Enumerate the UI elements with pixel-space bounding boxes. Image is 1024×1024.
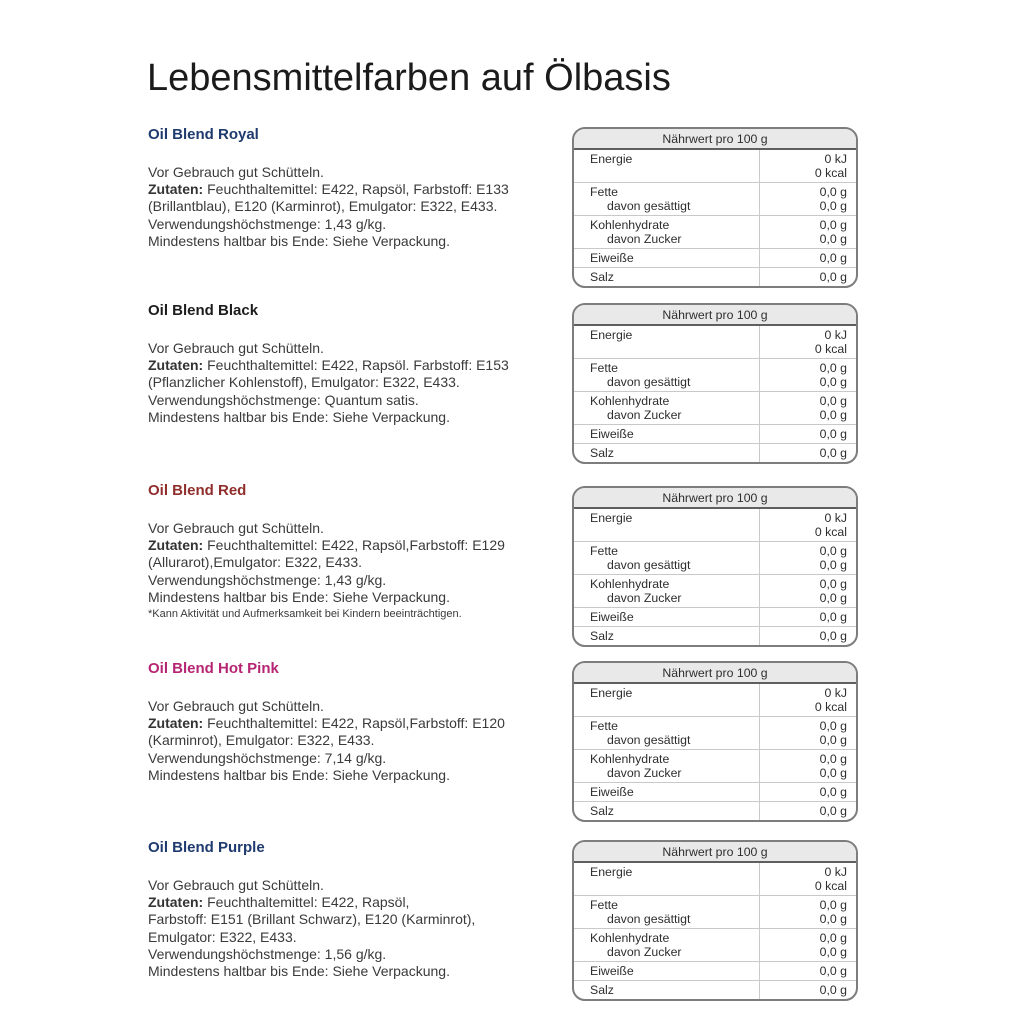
nutrition-value: 0 kJ (824, 152, 847, 166)
nutrition-label-cell (574, 627, 760, 645)
nutrition-value-cell (760, 627, 856, 645)
ingredients-line (148, 181, 543, 198)
product-description (148, 520, 543, 621)
nutrition-label-cell (574, 150, 760, 182)
nutrition-label-cell (574, 783, 760, 801)
nutrition-value-cell (760, 684, 856, 716)
nutrition-value: 0,0 g (819, 558, 847, 572)
product-description (148, 164, 543, 250)
nutrition-value-cell (760, 929, 856, 961)
nutrition-table-header: Nährwert pro 100 g (574, 129, 856, 150)
nutrition-row-kohlenhydrate (574, 929, 856, 962)
best-before-line: Mindestens haltbar bis Ende: Siehe Verpackung. (148, 588, 450, 605)
nutrition-table-header: Nährwert pro 100 g (574, 842, 856, 863)
nutrition-value: 0,0 g (819, 446, 847, 460)
nutrition-row-energie (574, 509, 856, 542)
nutrition-value-cell (760, 268, 856, 286)
nutrition-value-cell (760, 608, 856, 626)
nutrition-label-cell (574, 268, 760, 286)
nutrition-label-cell (574, 392, 760, 424)
nutrition-value-cell (760, 863, 856, 895)
nutrition-table (572, 127, 858, 288)
nutrition-value-cell (760, 717, 856, 749)
nutrition-value: 0 kcal (814, 342, 847, 356)
product-text-column (148, 482, 543, 621)
nutrition-value: 0,0 g (819, 610, 847, 624)
ingredients-cont-line: (Karminrot), Emulgator: E322, E433. (148, 732, 375, 749)
ingredients-text: Feuchthaltemittel: E422, Rapsöl, Farbstoff: E133 (203, 181, 509, 198)
ingredients-text: Feuchthaltemittel: E422, Rapsöl, (203, 894, 410, 911)
product-text-column (148, 839, 543, 980)
nutrition-label: Energie (590, 686, 633, 700)
nutrition-label: Energie (590, 328, 633, 342)
child-warning-note: *Kann Aktivität und Aufmerksamkeit bei Kindern beeinträchtigen. (148, 608, 462, 621)
nutrition-row-salz (574, 268, 856, 286)
product-text-column (148, 126, 543, 250)
nutrition-row-salz (574, 444, 856, 462)
nutrition-row-fette (574, 542, 856, 575)
nutrition-sublabel: davon Zucker (607, 766, 682, 780)
nutrition-label-cell (574, 575, 760, 607)
nutrition-value: 0,0 g (819, 577, 847, 591)
nutrition-label-cell (574, 425, 760, 443)
nutrition-table-slot (572, 127, 858, 288)
nutrition-label-cell (574, 216, 760, 248)
nutrition-table-slot (572, 661, 858, 822)
nutrition-value-cell (760, 392, 856, 424)
product-title: Oil Blend Royal (148, 126, 259, 143)
ingredients-label: Zutaten: (148, 181, 204, 198)
shake-instruction: Vor Gebrauch gut Schütteln. (148, 698, 324, 714)
nutrition-label-cell (574, 981, 760, 999)
shake-instruction: Vor Gebrauch gut Schütteln. (148, 877, 324, 893)
nutrition-row-fette (574, 359, 856, 392)
nutrition-row-energie (574, 326, 856, 359)
usage-limit-line: Verwendungshöchstmenge: 1,43 g/kg. (148, 571, 387, 588)
nutrition-value: 0,0 g (819, 270, 847, 284)
nutrition-value: 0,0 g (819, 898, 847, 912)
nutrition-label: Kohlenhydrate (590, 752, 670, 766)
nutrition-value-cell (760, 575, 856, 607)
ingredients-cont-line: (Allurarot),Emulgator: E322, E433. (148, 554, 362, 571)
nutrition-value: 0,0 g (819, 785, 847, 799)
nutrition-row-energie (574, 150, 856, 183)
nutrition-label-cell (574, 509, 760, 541)
nutrition-label: Fette (590, 544, 619, 558)
nutrition-value: 0,0 g (819, 544, 847, 558)
nutrition-table-slot (572, 303, 858, 464)
product-description (148, 340, 543, 426)
ingredients-cont-line: (Brillantblau), E120 (Karminrot), Emulgator: E322, E433. (148, 198, 498, 215)
nutrition-row-kohlenhydrate (574, 750, 856, 783)
nutrition-sublabel: davon gesättigt (607, 733, 691, 747)
nutrition-value: 0,0 g (819, 983, 847, 997)
nutrition-value: 0,0 g (819, 394, 847, 408)
nutrition-label: Energie (590, 865, 633, 879)
nutrition-label: Eiweiße (590, 785, 634, 799)
ingredients-line (148, 715, 543, 732)
ingredients-label: Zutaten: (148, 715, 204, 732)
ingredients-text: Feuchthaltemittel: E422, Rapsöl,Farbstoff: E129 (203, 537, 505, 554)
nutrition-value: 0,0 g (819, 752, 847, 766)
nutrition-label: Energie (590, 152, 633, 166)
nutrition-value: 0,0 g (819, 912, 847, 926)
nutrition-row-salz (574, 802, 856, 820)
nutrition-label-cell (574, 717, 760, 749)
ingredients-cont-line: (Pflanzlicher Kohlenstoff), Emulgator: E322, E433. (148, 374, 460, 391)
nutrition-label: Fette (590, 898, 619, 912)
nutrition-label: Eiweiße (590, 610, 634, 624)
usage-limit-line: Verwendungshöchstmenge: 1,43 g/kg. (148, 215, 387, 232)
nutrition-table-slot (572, 486, 858, 647)
nutrition-value-cell (760, 962, 856, 980)
nutrition-value-cell (760, 542, 856, 574)
nutrition-value-cell (760, 444, 856, 462)
nutrition-value: 0,0 g (819, 408, 847, 422)
nutrition-label: Kohlenhydrate (590, 931, 670, 945)
nutrition-label: Eiweiße (590, 427, 634, 441)
product-title: Oil Blend Hot Pink (148, 660, 279, 677)
nutrition-value: 0 kcal (814, 700, 847, 714)
nutrition-label-cell (574, 896, 760, 928)
nutrition-value: 0 kcal (814, 879, 847, 893)
nutrition-label: Kohlenhydrate (590, 577, 670, 591)
nutrition-value: 0,0 g (819, 719, 847, 733)
nutrition-row-salz (574, 981, 856, 999)
nutrition-label: Kohlenhydrate (590, 218, 670, 232)
nutrition-value: 0 kcal (814, 525, 847, 539)
ingredients-label: Zutaten: (148, 537, 204, 554)
nutrition-row-eiweisse (574, 608, 856, 627)
nutrition-row-eiweisse (574, 962, 856, 981)
nutrition-value: 0,0 g (819, 375, 847, 389)
nutrition-sublabel: davon Zucker (607, 591, 682, 605)
nutrition-table (572, 661, 858, 822)
nutrition-value: 0,0 g (819, 964, 847, 978)
nutrition-value-cell (760, 750, 856, 782)
nutrition-table (572, 486, 858, 647)
nutrition-label-cell (574, 444, 760, 462)
nutrition-label-cell (574, 962, 760, 980)
nutrition-value-cell (760, 783, 856, 801)
product-text-column (148, 660, 543, 784)
nutrition-sublabel: davon gesättigt (607, 912, 691, 926)
ingredients-cont-line: Farbstoff: E151 (Brillant Schwarz), E120 (Karminrot), (148, 911, 476, 928)
nutrition-label-cell (574, 684, 760, 716)
best-before-line: Mindestens haltbar bis Ende: Siehe Verpackung. (148, 232, 450, 249)
ingredients-cont-line: Emulgator: E322, E433. (148, 928, 297, 945)
nutrition-table-slot (572, 840, 858, 1001)
nutrition-value-cell (760, 216, 856, 248)
ingredients-text: Feuchthaltemittel: E422, Rapsöl,Farbstoff: E120 (203, 715, 505, 732)
page-title: Lebensmittelfarben auf Ölbasis (147, 57, 671, 99)
nutrition-value-cell (760, 326, 856, 358)
nutrition-label: Salz (590, 629, 614, 643)
nutrition-label-cell (574, 542, 760, 574)
product-description (148, 877, 543, 980)
nutrition-label: Fette (590, 361, 619, 375)
shake-instruction: Vor Gebrauch gut Schütteln. (148, 340, 324, 356)
nutrition-table-header: Nährwert pro 100 g (574, 663, 856, 684)
usage-limit-line: Verwendungshöchstmenge: 1,56 g/kg. (148, 945, 387, 962)
nutrition-label: Salz (590, 446, 614, 460)
nutrition-row-energie (574, 863, 856, 896)
nutrition-value: 0,0 g (819, 945, 847, 959)
nutrition-value-cell (760, 981, 856, 999)
nutrition-value: 0 kJ (824, 686, 847, 700)
nutrition-value: 0 kJ (824, 511, 847, 525)
nutrition-sublabel: davon Zucker (607, 408, 682, 422)
nutrition-label: Eiweiße (590, 251, 634, 265)
nutrition-label: Salz (590, 804, 614, 818)
product-title: Oil Blend Purple (148, 839, 265, 856)
nutrition-sublabel: davon Zucker (607, 945, 682, 959)
nutrition-label-cell (574, 326, 760, 358)
nutrition-sublabel: davon gesättigt (607, 199, 691, 213)
ingredients-label: Zutaten: (148, 357, 204, 374)
nutrition-row-salz (574, 627, 856, 645)
ingredients-line (148, 894, 543, 911)
nutrition-sublabel: davon Zucker (607, 232, 682, 246)
usage-limit-line: Verwendungshöchstmenge: 7,14 g/kg. (148, 749, 387, 766)
ingredients-label: Zutaten: (148, 894, 204, 911)
nutrition-label-cell (574, 863, 760, 895)
usage-limit-line: Verwendungshöchstmenge: Quantum satis. (148, 391, 419, 408)
nutrition-label-cell (574, 750, 760, 782)
product-text-column (148, 302, 543, 426)
nutrition-value: 0,0 g (819, 629, 847, 643)
nutrition-value: 0,0 g (819, 766, 847, 780)
nutrition-value: 0,0 g (819, 591, 847, 605)
nutrition-table (572, 840, 858, 1001)
nutrition-label-cell (574, 608, 760, 626)
nutrition-value: 0,0 g (819, 733, 847, 747)
best-before-line: Mindestens haltbar bis Ende: Siehe Verpackung. (148, 963, 450, 980)
nutrition-value-cell (760, 150, 856, 182)
product-title: Oil Blend Black (148, 302, 259, 319)
nutrition-value: 0,0 g (819, 251, 847, 265)
nutrition-row-fette (574, 183, 856, 216)
nutrition-table (572, 303, 858, 464)
nutrition-row-energie (574, 684, 856, 717)
nutrition-row-eiweisse (574, 783, 856, 802)
nutrition-row-eiweisse (574, 249, 856, 268)
nutrition-table-header: Nährwert pro 100 g (574, 305, 856, 326)
nutrition-label-cell (574, 359, 760, 391)
nutrition-row-kohlenhydrate (574, 392, 856, 425)
product-description (148, 698, 543, 784)
ingredients-text: Feuchthaltemittel: E422, Rapsöl. Farbstoff: E153 (203, 357, 509, 374)
nutrition-label-cell (574, 802, 760, 820)
nutrition-value-cell (760, 183, 856, 215)
shake-instruction: Vor Gebrauch gut Schütteln. (148, 164, 324, 180)
nutrition-value: 0,0 g (819, 931, 847, 945)
nutrition-value: 0 kJ (824, 328, 847, 342)
nutrition-value-cell (760, 896, 856, 928)
nutrition-value: 0,0 g (819, 218, 847, 232)
nutrition-value-cell (760, 509, 856, 541)
nutrition-label: Energie (590, 511, 633, 525)
best-before-line: Mindestens haltbar bis Ende: Siehe Verpackung. (148, 408, 450, 425)
best-before-line: Mindestens haltbar bis Ende: Siehe Verpackung. (148, 766, 450, 783)
nutrition-value-cell (760, 802, 856, 820)
nutrition-row-fette (574, 896, 856, 929)
nutrition-label: Fette (590, 719, 619, 733)
ingredients-line (148, 537, 543, 554)
nutrition-value: 0,0 g (819, 361, 847, 375)
nutrition-value-cell (760, 359, 856, 391)
nutrition-value: 0,0 g (819, 232, 847, 246)
nutrition-label-cell (574, 929, 760, 961)
nutrition-label-cell (574, 249, 760, 267)
shake-instruction: Vor Gebrauch gut Schütteln. (148, 520, 324, 536)
nutrition-label: Kohlenhydrate (590, 394, 670, 408)
nutrition-value: 0,0 g (819, 804, 847, 818)
nutrition-label-cell (574, 183, 760, 215)
nutrition-table-header: Nährwert pro 100 g (574, 488, 856, 509)
nutrition-label: Fette (590, 185, 619, 199)
ingredients-line (148, 357, 543, 374)
nutrition-value-cell (760, 249, 856, 267)
nutrition-row-kohlenhydrate (574, 575, 856, 608)
nutrition-sublabel: davon gesättigt (607, 375, 691, 389)
nutrition-row-fette (574, 717, 856, 750)
nutrition-label: Eiweiße (590, 964, 634, 978)
nutrition-value-cell (760, 425, 856, 443)
nutrition-value: 0 kcal (814, 166, 847, 180)
nutrition-label: Salz (590, 270, 614, 284)
nutrition-row-kohlenhydrate (574, 216, 856, 249)
nutrition-value: 0,0 g (819, 199, 847, 213)
nutrition-value: 0 kJ (824, 865, 847, 879)
nutrition-row-eiweisse (574, 425, 856, 444)
nutrition-value: 0,0 g (819, 185, 847, 199)
product-title: Oil Blend Red (148, 482, 247, 499)
nutrition-value: 0,0 g (819, 427, 847, 441)
nutrition-sublabel: davon gesättigt (607, 558, 691, 572)
nutrition-label: Salz (590, 983, 614, 997)
